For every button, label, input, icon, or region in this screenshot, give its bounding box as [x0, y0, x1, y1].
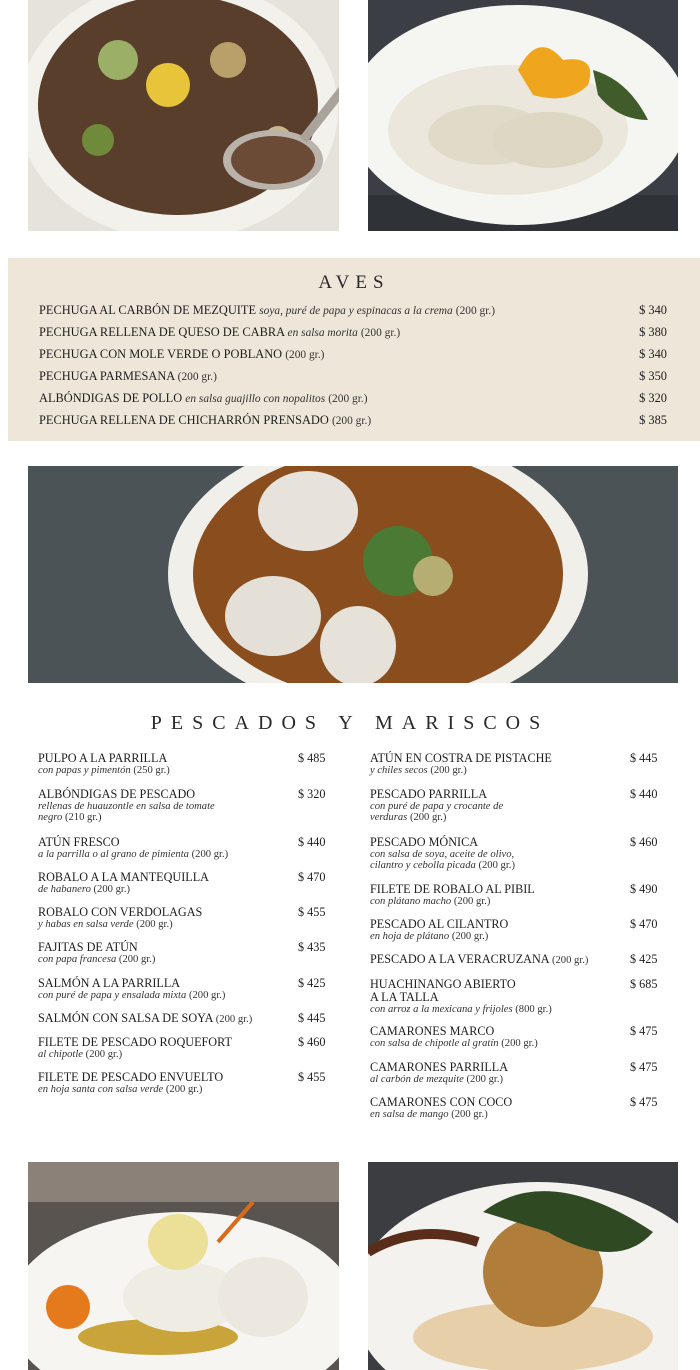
menu-item — [370, 1061, 670, 1085]
menu-item — [38, 752, 338, 776]
item-name: PECHUGA CON MOLE VERDE O POBLANO — [39, 347, 283, 361]
item-name: PECHUGA PARMESANA — [39, 369, 175, 383]
menu-item — [370, 918, 670, 942]
item-price: $ 470 — [630, 917, 658, 931]
item-weight: (200 gr.) — [451, 1109, 488, 1120]
menu-item — [38, 1036, 338, 1060]
item-weight: (200 gr.) — [285, 349, 325, 361]
section-title-aves: AVES — [318, 272, 390, 293]
aves-item — [39, 388, 667, 408]
item-name: ROBALO A LA MANTEQUILLA — [38, 870, 209, 884]
mole-photo — [28, 466, 678, 683]
item-name: PECHUGA AL CARBÓN DE MEZQUITE — [39, 303, 257, 317]
item-weight: (200 gr.) — [215, 1014, 253, 1025]
item-weight: (200 gr.) — [466, 1074, 503, 1085]
item-weight: (200 gr.) — [191, 849, 229, 860]
item-weight: (210 gr.) — [64, 812, 102, 823]
item-price: $ 425 — [630, 952, 658, 966]
menu-item — [38, 977, 338, 1001]
item-name: FILETE DE PESCADO ROQUEFORT — [38, 1035, 232, 1049]
menu-item — [370, 978, 670, 1015]
item-name: PECHUGA RELLENA DE CHICHARRÓN PRENSADO — [39, 413, 329, 427]
item-name: ATÚN EN COSTRA DE PISTACHE — [370, 751, 552, 765]
item-weight: (200 gr.) — [451, 931, 489, 942]
pasta-photo — [368, 0, 678, 231]
menu-item — [370, 788, 670, 823]
item-name: ROBALO CON VERDOLAGAS — [38, 905, 203, 919]
item-weight: (200 gr.) — [165, 1084, 203, 1095]
item-description: al carbón de mezquite (200 gr.) — [370, 1074, 503, 1085]
item-price: $ 440 — [298, 835, 326, 849]
menu-item — [370, 752, 670, 776]
aves-item — [39, 344, 667, 364]
item-price: $ 485 — [298, 751, 326, 765]
item-description: con papas y pimentón (250 gr.) — [38, 765, 170, 776]
menu-item — [38, 836, 338, 860]
item-name: ALBÓNDIGAS DE PESCADO — [38, 787, 196, 801]
item-price: $ 475 — [630, 1095, 658, 1109]
aves-item — [39, 322, 667, 342]
item-name: PULPO A LA PARRILLA — [38, 751, 168, 765]
section-title-pescados: PESCADOS Y MARISCOS — [150, 712, 550, 734]
menu-item — [370, 1096, 670, 1120]
item-weight: (250 gr.) — [133, 765, 170, 776]
item-price: $ 475 — [630, 1060, 658, 1074]
item-weight: (200 gr.) — [188, 990, 226, 1001]
item-weight: (200 gr.) — [501, 1038, 538, 1049]
item-weight: (200 gr.) — [551, 955, 589, 966]
menu-item — [38, 1012, 338, 1025]
item-name: ALBÓNDIGAS DE POLLO — [39, 391, 183, 405]
menu-item — [38, 906, 338, 930]
item-price: $ 470 — [298, 870, 326, 884]
item-weight: (200 gr.) — [455, 305, 496, 317]
item-description: soya, puré de papa y espinacas a la crema — [259, 305, 453, 317]
item-name: SALMÓN CON SALSA DE SOYA (200 gr.) — [38, 1011, 253, 1025]
item-name: FILETE DE PESCADO ENVUELTO — [38, 1070, 224, 1084]
item-price: $ 475 — [630, 1024, 658, 1038]
item-price: $ 380 — [639, 325, 667, 339]
item-price: $ 320 — [298, 787, 326, 801]
item-description: en hoja de plátano (200 gr.) — [370, 931, 489, 942]
item-weight: (200 gr.) — [118, 954, 156, 965]
item-price: $ 445 — [630, 751, 658, 765]
item-description: al chipotle (200 gr.) — [38, 1049, 123, 1060]
item-name: FILETE DE ROBALO AL PIBIL — [370, 882, 535, 896]
item-name: ATÚN FRESCO — [38, 835, 120, 849]
item-price: $ 445 — [298, 1011, 326, 1025]
menu-item — [370, 883, 670, 907]
item-weight: (200 gr.) — [478, 860, 515, 871]
item-description: con salsa de chipotle al gratín (200 gr.) — [370, 1038, 538, 1049]
menu-item — [38, 941, 338, 965]
soup-photo — [28, 0, 339, 231]
item-description: con puré de papa y ensalada mixta (200 gr.) — [38, 990, 226, 1001]
item-name: SALMÓN A LA PARRILLA — [38, 976, 181, 990]
item-price: $ 340 — [639, 303, 667, 317]
item-description: a la parrilla o al grano de pimienta (200 gr.) — [38, 849, 229, 860]
item-price: $ 685 — [630, 977, 658, 991]
item-weight: (200 gr.) — [331, 415, 372, 427]
item-weight: (200 gr.) — [328, 393, 368, 405]
aves-section — [8, 258, 700, 441]
menu-item — [370, 836, 670, 871]
item-description: con salsa de soya, aceite de olivo, cilantro y cebolla picada (200 gr.) — [370, 849, 515, 871]
shrimp-photo — [368, 1162, 678, 1370]
item-price: $ 385 — [639, 413, 667, 427]
item-name: PESCADO AL CILANTRO — [370, 917, 509, 931]
item-description: y habas en salsa verde (200 gr.) — [38, 919, 173, 930]
item-weight: (200 gr.) — [430, 765, 467, 776]
item-description: con papa francesa (200 gr.) — [38, 954, 156, 965]
item-weight: (200 gr.) — [93, 884, 131, 895]
item-name: PESCADO A LA VERACRUZANA (200 gr.) — [370, 952, 589, 966]
item-price: $ 460 — [298, 1035, 326, 1049]
item-name: CAMARONES MARCO — [370, 1024, 495, 1038]
item-price: $ 455 — [298, 905, 326, 919]
aves-item — [39, 300, 667, 320]
item-description: y chiles secos (200 gr.) — [370, 765, 467, 776]
item-weight: (200 gr.) — [136, 919, 173, 930]
menu-item — [38, 1071, 338, 1095]
item-price: $ 460 — [630, 835, 658, 849]
item-name: PESCADO PARRILLA — [370, 787, 488, 801]
item-description: en salsa de mango (200 gr.) — [370, 1109, 488, 1120]
item-description: rellenas de huauzontle en salsa de tomate negro (210 gr.) — [38, 801, 215, 823]
item-description: en salsa guajillo con nopalitos — [185, 393, 326, 405]
item-weight: (200 gr.) — [85, 1049, 123, 1060]
item-weight: (200 gr.) — [177, 371, 217, 383]
item-weight: (200 gr.) — [453, 896, 491, 907]
item-price: $ 490 — [630, 882, 658, 896]
item-name: CAMARONES PARRILLA — [370, 1060, 509, 1074]
item-price: $ 435 — [298, 940, 326, 954]
item-price: $ 440 — [630, 787, 658, 801]
item-name: FAJITAS DE ATÚN — [38, 940, 138, 954]
aves-item — [39, 366, 667, 386]
item-weight: (800 gr.) — [515, 1004, 552, 1015]
item-name: PECHUGA RELLENA DE QUESO DE CABRA — [39, 325, 285, 339]
item-price: $ 320 — [639, 391, 667, 405]
menu-item — [38, 871, 338, 895]
item-weight: (200 gr.) — [360, 327, 401, 339]
item-description: con puré de papa y crocante de verduras (200 gr.) — [370, 801, 504, 823]
item-price: $ 340 — [639, 347, 667, 361]
item-name: PESCADO MÓNICA — [370, 835, 479, 849]
item-description: en hoja santa con salsa verde (200 gr.) — [38, 1084, 203, 1095]
item-weight: (200 gr.) — [409, 812, 447, 823]
menu-item — [370, 1025, 670, 1049]
fish-photo — [28, 1162, 339, 1370]
item-price: $ 455 — [298, 1070, 326, 1084]
item-description: con arroz a la mexicana y frijoles (800 gr.) — [370, 1004, 552, 1015]
item-description: de habanero (200 gr.) — [38, 884, 131, 895]
menu-item — [38, 788, 338, 823]
aves-item — [39, 410, 667, 430]
menu-item — [370, 953, 670, 966]
item-price: $ 425 — [298, 976, 326, 990]
item-name: HUACHINANGO ABIERTO A LA TALLA — [370, 977, 516, 1004]
item-description: en salsa morita — [287, 327, 358, 339]
item-name: CAMARONES CON COCO — [370, 1095, 513, 1109]
item-description: con plátano macho (200 gr.) — [370, 896, 491, 907]
item-price: $ 350 — [639, 369, 667, 383]
